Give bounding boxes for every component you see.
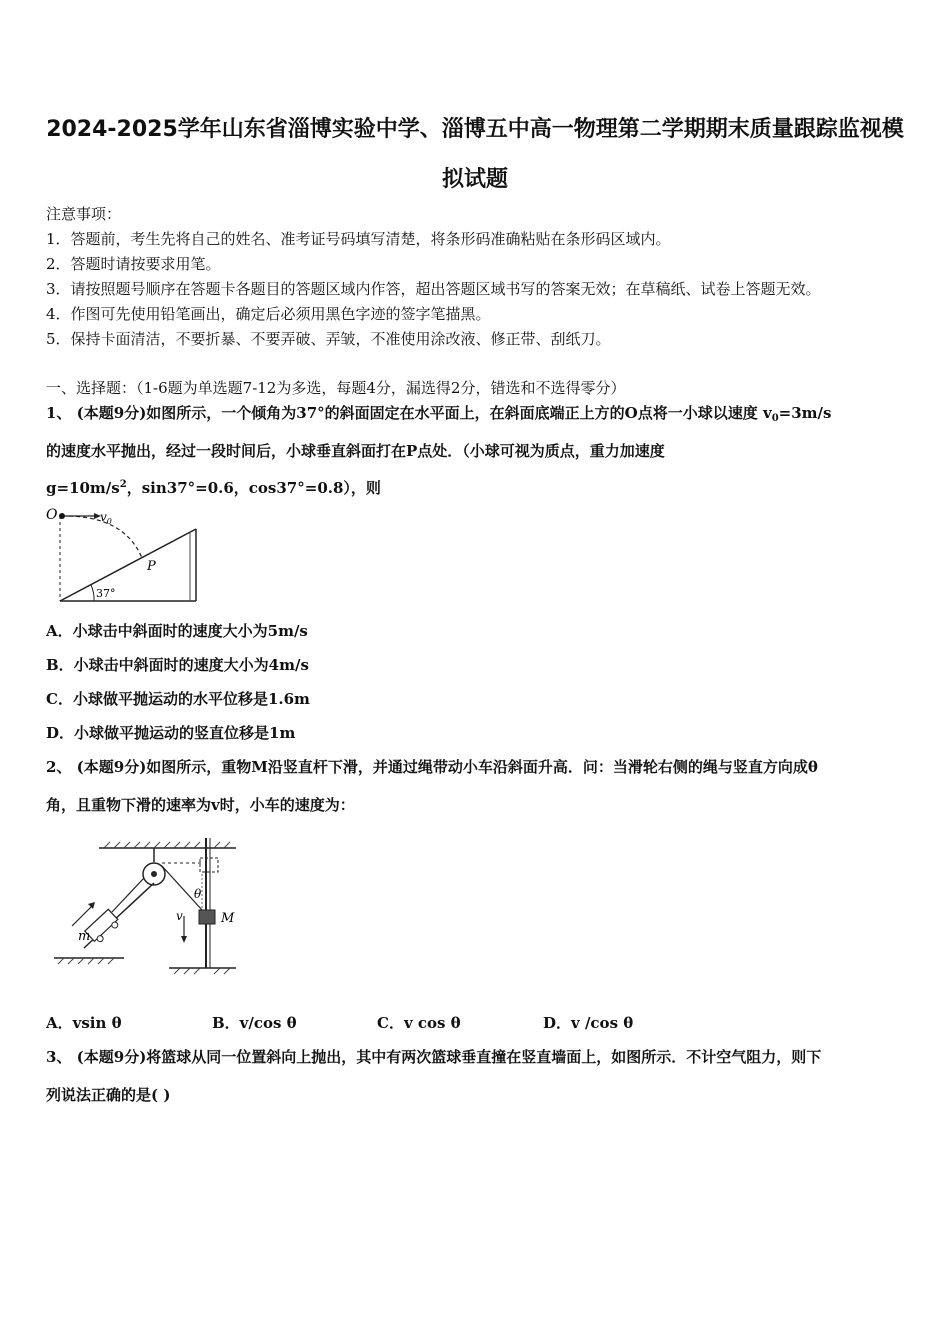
down-arrowhead xyxy=(181,936,187,943)
pulley-axle xyxy=(151,871,157,877)
page-title-continued: 拟试题 xyxy=(441,167,508,192)
notice-item-1: 1．答题前，考生先将自己的姓名、准考证号码填写清楚，将条形码准确粘贴在条形码区域内。 xyxy=(46,230,671,248)
q2-text-line2: 角，且重物下滑的速率为v时，小车的速度为： xyxy=(46,796,355,814)
q2-pulley-figure xyxy=(44,818,244,978)
dashed-initial-block xyxy=(200,858,218,872)
q1-text-line1: 1、 (本题9分)如图所示，一个倾角为37°的斜面固定在水平面上，在斜面底端正上方的O点将一小球以速度 $v_0=3m/s$ xyxy=(46,404,832,424)
notice-item-3: 3．请按照题号顺序在答题卡各题目的答题区域内作答，超出答题区域书写的答案无效；在草稿纸、试卷上答题无效。 xyxy=(46,280,821,298)
q1-text-line3: $g=10m/s^2$，sin37°=0.6，cos37°=0.8），则 xyxy=(46,479,381,497)
notice-heading: 注意事项： xyxy=(46,205,122,223)
label-v0: $v_0$ xyxy=(100,510,112,526)
q3-text-line2: 列说法正确的是( ) xyxy=(46,1086,171,1104)
label-theta: θ xyxy=(194,887,202,901)
ball xyxy=(59,513,65,519)
notice-item-4: 4．作图可先使用铅笔画出，确定后必须用黑色字迹的签字笔描黑。 xyxy=(46,305,491,323)
label-angle: 37° xyxy=(96,587,116,600)
notice-item-2: 2．答题时请按要求用笔。 xyxy=(46,255,221,273)
incline-slope xyxy=(60,529,196,601)
q2-text-line1: 2、 (本题9分)如图所示，重物M沿竖直杆下滑，并通过绳带动小车沿斜面升高．问：当滑轮右侧的绳与竖直方向成θ xyxy=(46,758,818,776)
q1-option-a: A．小球击中斜面时的速度大小为5m/s xyxy=(46,622,308,640)
q2-option-a: A．vsin θ xyxy=(46,1014,122,1032)
q1-incline-figure xyxy=(44,505,204,605)
angle-arc xyxy=(91,585,94,601)
label-v: v xyxy=(176,909,183,923)
label-O: O xyxy=(46,507,58,523)
q2-option-d: D．v /cos θ xyxy=(543,1014,634,1032)
section-heading: 一、选择题：（1-6题为单选题7-12为多选，每题4分，漏选得2分，错选和不选得零分） xyxy=(46,379,626,397)
q2-option-c: C．v cos θ xyxy=(377,1014,461,1032)
q1-option-d: D．小球做平抛运动的竖直位移是1m xyxy=(46,724,296,742)
q1-text-line2: 的速度水平抛出，经过一段时间后，小球垂直斜面打在P点处．（小球可视为质点，重力加速度 xyxy=(46,442,665,460)
cart-motion-arrowhead xyxy=(88,902,95,909)
page-title: 2024-2025学年山东省淄博实验中学、淄博五中高一物理第二学期期末质量跟踪监视模 xyxy=(46,117,904,142)
label-M: M xyxy=(221,911,235,926)
q2-option-b: B．v/cos θ xyxy=(212,1014,297,1032)
label-m: m xyxy=(78,929,91,944)
label-P: P xyxy=(147,559,156,574)
block-M xyxy=(199,910,215,924)
notice-item-5: 5．保持卡面清洁，不要折暴、不要弄破、弄皱，不准使用涂改液、修正带、刮纸刀。 xyxy=(46,330,611,348)
cart-motion-arrow xyxy=(72,906,92,926)
q3-text-line1: 3、 (本题9分)将篮球从同一位置斜向上抛出，其中有两次篮球垂直撞在竖直墙面上，如图所示．不计空气阻力，则下 xyxy=(46,1048,822,1066)
q1-option-c: C．小球做平抛运动的水平位移是1.6m xyxy=(46,690,310,708)
q1-option-b: B．小球击中斜面时的速度大小为4m/s xyxy=(46,656,309,674)
